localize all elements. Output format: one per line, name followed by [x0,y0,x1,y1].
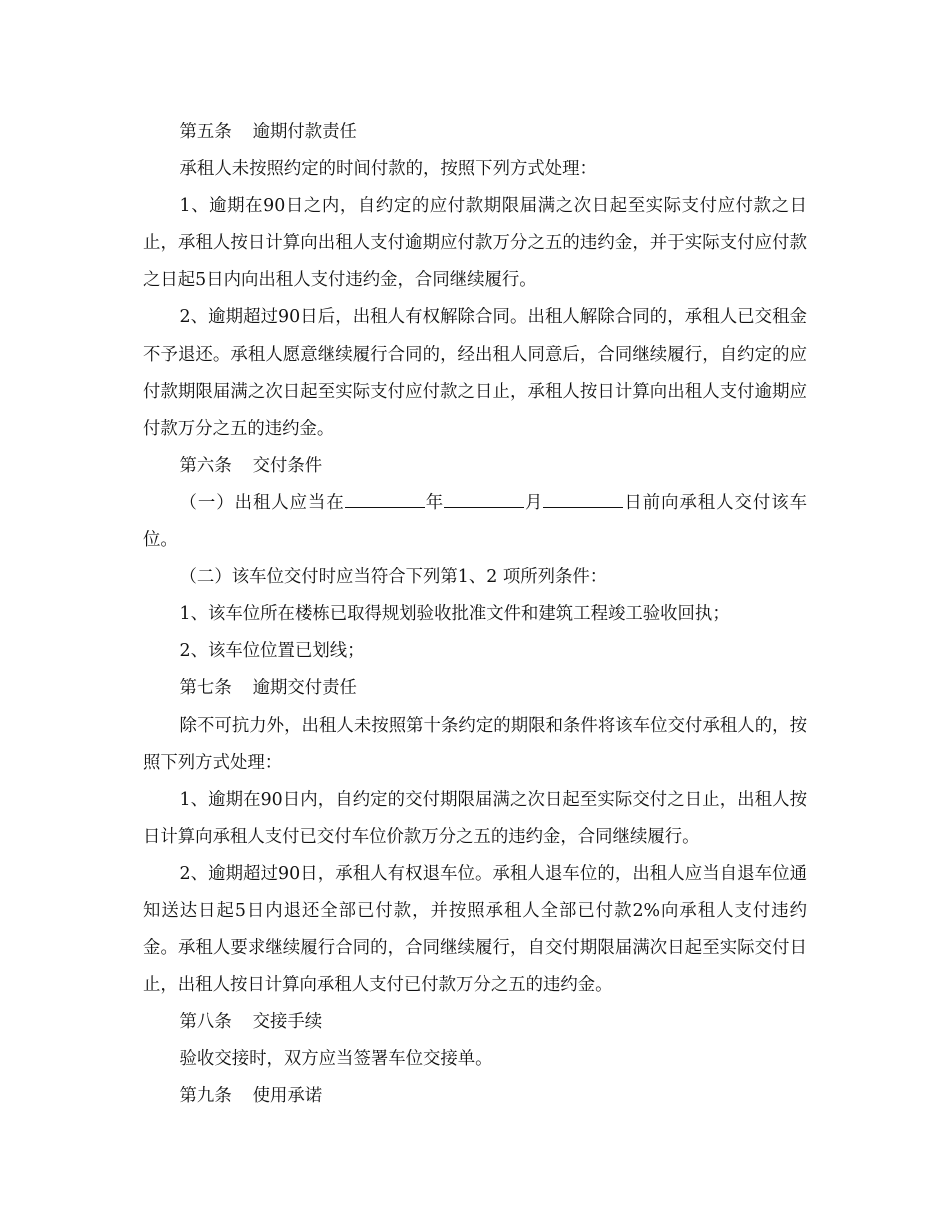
article-title: 逾期付款责任 [252,122,357,142]
article-number: 第六条 [179,455,232,476]
delivery-date-clause: （一）出租人应当在 年 月 日前向承租人交付该车位。 [143,485,807,559]
article-title: 使用承诺 [252,1086,323,1107]
article-title: 交付条件 [252,455,323,476]
article-9-heading [143,1078,807,1115]
paragraph: （二）该车位交付时应当符合下列第1、2 项所列条件： [179,567,608,588]
blank-day [543,489,623,508]
article-number: 第九条 [179,1086,232,1107]
paragraph: 1、逾期在90日之内，自约定的应付款期限届满之次日起至实际支付应付款之日止，承租人按日计算向出租人支付逾期应付款万分之五的违约金，并于实际支付应付款之日起5日内向出租人支付违约金，合同继续履行。 [143,196,807,291]
paragraph: 2、逾期超过90日后，出租人有权解除合同。出租人解除合同的，承租人已交租金不予退还。承租人愿意继续履行合同的，经出租人同意后，合同继续履行，自约定的应付款期限届满之次日起至实际支付应付款之日止，承租人按日计算向出租人支付逾期应付款万分之五的违约金。 [143,307,807,439]
paragraph: 1、该车位所在楼栋已取得规划验收批准文件和建筑工程竣工验收回执； [179,604,730,625]
article-title: 交接手续 [252,1012,323,1033]
article-6-heading [143,448,807,485]
article-number: 第八条 [179,1012,232,1033]
article-8-heading [143,1004,807,1041]
article-title: 逾期交付责任 [252,678,357,699]
article-5-heading [143,114,807,151]
paragraph: 1、逾期在90日内，自约定的交付期限届满之次日起至实际交付之日止，出租人按日计算向承租人支付已交付车位价款万分之五的违约金，合同继续履行。 [143,789,807,847]
paragraph: 除不可抗力外，出租人未按照第十条约定的期限和条件将该车位交付承租人的，按照下列方式处理： [143,715,807,773]
paragraph: 承租人未按照约定的时间付款的，按照下列方式处理： [179,159,597,180]
article-7-heading [143,670,807,707]
blank-year [345,489,425,508]
article-number: 第七条 [179,678,232,699]
article-number: 第五条 [179,122,232,142]
paragraph: 验收交接时，双方应当签署车位交接单。 [179,1049,493,1070]
document-body [143,114,807,1116]
paragraph: 2、该车位位置已划线； [179,641,365,662]
blank-month [444,489,524,508]
paragraph: 2、逾期超过90日，承租人有权退车位。承租人退车位的，出租人应当自退车位通知送达日起5日内退还全部已付款，并按照承租人全部已付款2%向承租人支付违约金。承租人要求继续履行合同的，合同继续履行，自交付期限届满次日起至实际交付日止，出租人按日计算向承租人支付已付款万分之五的违约金。 [143,863,807,996]
